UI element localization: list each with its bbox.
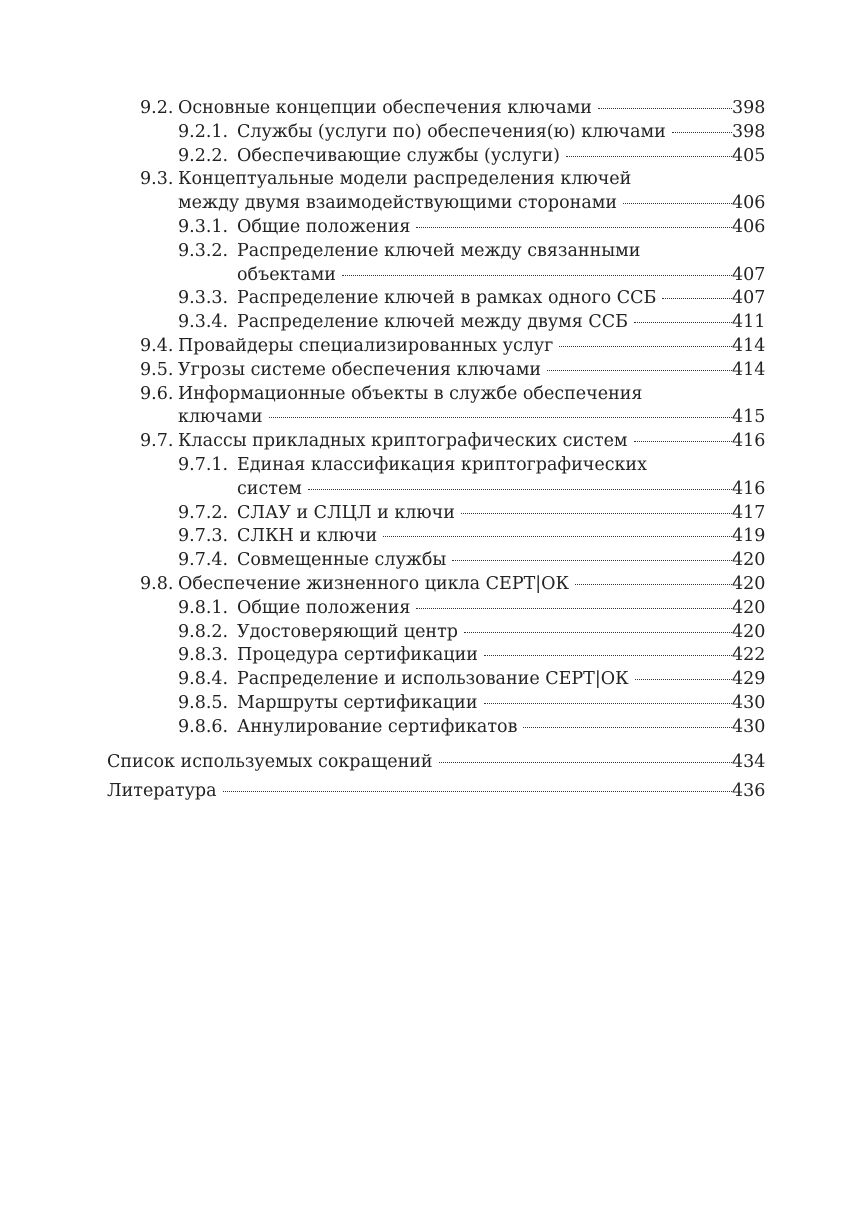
toc-entry-title-first-line: Распределение ключей между связанными: [237, 240, 641, 261]
toc-entry-line: [237, 264, 764, 288]
dot-leader: [308, 489, 732, 490]
toc-entry[interactable]: [0, 502, 857, 526]
toc-entry-number: 9.3.3.: [178, 288, 229, 309]
toc-entry[interactable]: [0, 359, 857, 383]
toc-entry-page-number: 406: [732, 216, 766, 237]
toc-entry-title: систем: [237, 478, 302, 499]
toc-entry-title: Аннулирование сертификатов: [237, 716, 518, 737]
toc-entry-page-number: 414: [732, 335, 766, 356]
toc-entry-page-number: 411: [732, 312, 766, 333]
toc-entry-number: 9.8.: [140, 573, 174, 594]
toc-entry[interactable]: [0, 97, 857, 121]
toc-entry-number: 9.7.3.: [178, 526, 229, 547]
toc-entry-number: 9.7.1.: [178, 454, 229, 475]
toc-entry-page-number: 416: [732, 478, 766, 499]
dot-leader: [634, 441, 732, 442]
toc-entry-page-number: 430: [732, 716, 766, 737]
dot-leader: [662, 298, 732, 299]
toc-entry-line: [178, 430, 764, 454]
toc-entry-line: [237, 311, 764, 335]
toc-entry-number: 9.8.3.: [178, 645, 229, 666]
toc-entry-number: 9.6.: [140, 383, 174, 404]
toc-entry-line: [178, 406, 764, 430]
toc-entry-title: Основные концепции обеспечения ключами: [178, 98, 592, 118]
toc-entry-title-first-line: Концептуальные модели распределения ключей: [178, 169, 632, 190]
toc-entry-page-number: 420: [732, 573, 766, 594]
toc-entry-number: 9.8.6.: [178, 716, 229, 737]
toc-entry-line: [178, 359, 764, 383]
toc-entry-number: 9.8.4.: [178, 669, 229, 690]
dot-leader: [559, 346, 732, 347]
toc-entry-title: Литература: [107, 781, 217, 802]
toc-entry-number: 9.2.1.: [178, 121, 229, 142]
toc-entry-number: 9.8.5.: [178, 692, 229, 713]
toc-entry-page-number: 419: [732, 526, 766, 547]
toc-entry[interactable]: [0, 168, 857, 216]
dot-leader: [547, 370, 732, 371]
dot-leader: [635, 679, 732, 680]
toc-entry[interactable]: [0, 121, 857, 145]
toc-entry-line: [237, 692, 764, 716]
toc-entry[interactable]: [0, 383, 857, 431]
dot-leader: [484, 655, 732, 656]
toc-entry-line: [237, 668, 764, 692]
toc-entry-page-number: 407: [732, 264, 766, 285]
toc-entry[interactable]: [0, 597, 857, 621]
toc-entry-line: [237, 597, 764, 621]
toc-entry-line: [237, 716, 764, 740]
toc-entry-number: 9.4.: [140, 335, 174, 356]
dot-leader: [623, 203, 732, 204]
toc-entry-number: 9.7.2.: [178, 502, 229, 523]
dot-leader: [523, 727, 732, 728]
toc-entry-number: 9.3.4.: [178, 312, 229, 333]
toc-entry-title: Провайдеры специализированных услуг: [178, 335, 554, 356]
dot-leader: [223, 791, 732, 792]
toc-entry-title: Распределение ключей в рамках одного ССБ: [237, 288, 657, 309]
toc-entry-title: объектами: [237, 264, 336, 285]
toc-entry-line: [237, 121, 764, 145]
toc-entry-page-number: 406: [732, 193, 766, 214]
toc-entry-page-number: 420: [732, 597, 766, 618]
dot-leader: [575, 584, 732, 585]
toc-entry-line: [237, 549, 764, 573]
toc-entry[interactable]: [0, 751, 857, 775]
toc-entry-number: 9.7.: [140, 431, 174, 452]
toc-entry-title: ключами: [178, 407, 263, 428]
toc-entry-line: [178, 573, 764, 597]
toc-entry-page-number: 407: [732, 288, 766, 309]
toc-entry-title: Общие положения: [237, 597, 411, 618]
toc-entry-page-number: 436: [732, 781, 766, 802]
toc-entry-number: 9.8.2.: [178, 621, 229, 642]
dot-leader: [634, 322, 732, 323]
toc-entry-line: [237, 502, 764, 526]
toc-entry-number: 9.3.2.: [178, 240, 229, 261]
toc-entry-number: 9.8.1.: [178, 597, 229, 618]
dot-leader: [452, 560, 732, 561]
dot-leader: [672, 132, 732, 133]
toc-entry-line: [178, 97, 764, 121]
dot-leader: [269, 417, 732, 418]
toc-entry-title-first-line: Информационные объекты в службе обеспечения: [178, 383, 643, 404]
toc-entry-title: Распределение ключей между двумя ССБ: [237, 312, 629, 333]
toc-entry-title: Процедура сертификации: [237, 645, 478, 666]
toc-entry-title: СЛКН и ключи: [237, 526, 378, 547]
toc-entry[interactable]: [0, 216, 857, 240]
dot-leader: [461, 513, 732, 514]
toc-entry-title: Обеспечение жизненного цикла СЕРТ|ОК: [178, 573, 570, 594]
toc-entry-line: [237, 644, 764, 668]
toc-entry-title: между двумя взаимодействующими сторонами: [178, 193, 618, 214]
toc-entry-number: 9.3.: [140, 169, 174, 190]
toc-entry-line: [237, 621, 764, 645]
toc-entry[interactable]: [0, 668, 857, 692]
dot-leader: [598, 108, 732, 109]
dot-leader: [484, 703, 732, 704]
dot-leader: [342, 275, 732, 276]
toc-entry-page-number: 405: [732, 145, 766, 166]
dot-leader: [439, 762, 732, 763]
dot-leader: [416, 608, 732, 609]
toc-entry-number: 9.2.2.: [178, 145, 229, 166]
toc-entry-title: Удостоверяющий центр: [237, 621, 458, 642]
toc-entry-title: Обеспечивающие службы (услуги): [237, 145, 561, 166]
toc-entry[interactable]: [0, 573, 857, 597]
toc-entry[interactable]: [0, 644, 857, 668]
toc-entry[interactable]: [0, 145, 857, 169]
toc-entry-line: [237, 287, 764, 311]
toc-entry-page-number: 415: [732, 407, 766, 428]
toc-entry-page-number: 398: [732, 121, 766, 142]
toc-entry-page-number: 422: [732, 645, 766, 666]
toc-entry-number: 9.2.: [140, 98, 174, 118]
toc-entry-page-number: 416: [732, 431, 766, 452]
toc-entry[interactable]: [0, 311, 857, 335]
toc-entry-page-number: 417: [732, 502, 766, 523]
toc-entry-title: Маршруты сертификации: [237, 692, 478, 713]
toc-entry-title: Список используемых сокращений: [107, 751, 433, 772]
toc-entry-title: Службы (услуги по) обеспечения(ю) ключами: [237, 121, 666, 142]
toc-entry-line: [107, 780, 764, 804]
toc-entry-title-first-line: Единая классификация криптографических: [237, 454, 647, 475]
toc-entry-page-number: 434: [732, 751, 766, 772]
toc-entry-page-number: 420: [732, 550, 766, 571]
toc-entry-line: [178, 192, 764, 216]
table-of-contents: [0, 97, 857, 804]
toc-entry-page-number: 420: [732, 621, 766, 642]
toc-entry[interactable]: [0, 716, 857, 740]
toc-entry[interactable]: [0, 621, 857, 645]
toc-entry-page-number: 430: [732, 692, 766, 713]
toc-entry-title: Угрозы системе обеспечения ключами: [178, 359, 542, 380]
toc-entry-title: Совмещенные службы: [237, 550, 447, 571]
toc-entry[interactable]: [0, 430, 857, 454]
dot-leader: [464, 632, 732, 633]
toc-entry-page-number: 429: [732, 669, 766, 690]
toc-entry-page-number: 414: [732, 359, 766, 380]
toc-entry-title: Распределение и использование СЕРТ|ОК: [237, 669, 629, 690]
toc-entry[interactable]: [0, 335, 857, 359]
toc-entry-number: 9.7.4.: [178, 550, 229, 571]
toc-entry-number: 9.3.1.: [178, 216, 229, 237]
dot-leader: [416, 227, 732, 228]
toc-entry-line: [237, 216, 764, 240]
toc-entry[interactable]: [0, 549, 857, 573]
toc-entry-line: [178, 335, 764, 359]
toc-entry-line: [237, 145, 764, 169]
toc-entry-title: СЛАУ и СЛЦЛ и ключи: [237, 502, 455, 523]
toc-entry-line: [237, 478, 764, 502]
toc-entry[interactable]: [0, 240, 857, 288]
toc-entry[interactable]: [0, 454, 857, 502]
toc-entry-page-number: 398: [732, 98, 766, 118]
toc-entry-title: Классы прикладных криптографических систем: [178, 431, 628, 452]
dot-leader: [566, 156, 732, 157]
toc-entry[interactable]: [0, 525, 857, 549]
toc-entry[interactable]: [0, 692, 857, 716]
toc-entry-title: Общие положения: [237, 216, 411, 237]
toc-entry[interactable]: [0, 287, 857, 311]
toc-entry[interactable]: [0, 780, 857, 804]
toc-entry-line: [237, 525, 764, 549]
toc-entry-line: [107, 751, 764, 775]
dot-leader: [383, 536, 732, 537]
toc-entry-number: 9.5.: [140, 359, 174, 380]
